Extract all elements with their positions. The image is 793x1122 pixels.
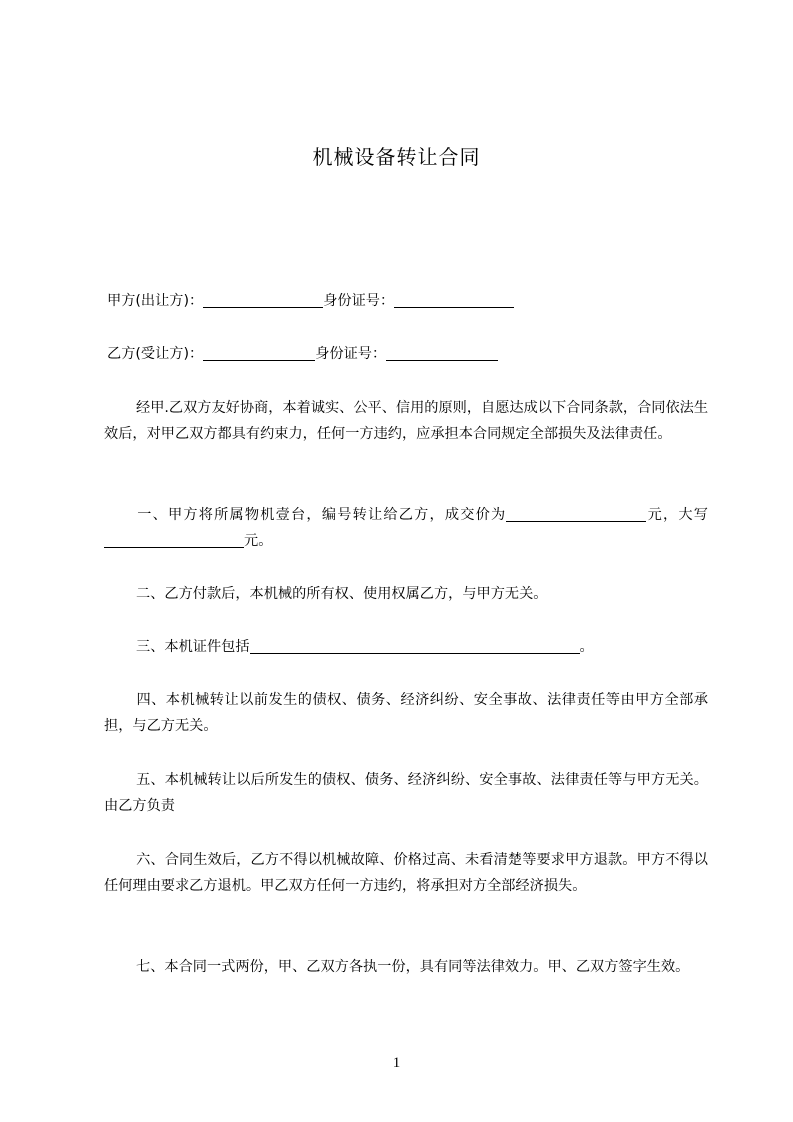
clause-5	[104, 767, 708, 819]
intro-paragraph	[104, 395, 708, 447]
document-title: 机械设备转让合同	[312, 145, 481, 169]
clause-2-text: 二、乙方付款后，本机械的所有权、使用权属乙方，与甲方无关。	[136, 586, 548, 602]
party-b-id-blank[interactable]	[386, 345, 498, 361]
party-a-line	[107, 288, 707, 314]
clause-7	[104, 954, 708, 980]
party-a-name-blank[interactable]	[203, 292, 323, 308]
clause-4	[104, 687, 708, 739]
clause-7-text: 七、本合同一式两份，甲、乙双方各执一份，具有同等法律效力。甲、乙双方签字生效。	[136, 959, 690, 975]
clause-5-text: 五、本机械转让以后所发生的债权、债务、经济纠纷、安全事故、法律责任等与甲方无关。由乙方负责	[104, 772, 708, 814]
party-b-label: 乙方(受让方)：	[107, 346, 204, 362]
party-b-id-label: 身份证号：	[315, 346, 387, 362]
party-b-line	[107, 341, 707, 367]
price-blank[interactable]	[506, 506, 646, 522]
party-b-name-blank[interactable]	[203, 345, 315, 361]
price-words-blank[interactable]	[104, 532, 244, 548]
clause-3-text: 三、本机证件包括	[136, 639, 250, 655]
intro-text: 经甲.乙双方友好协商，本着诚实、公平、信用的原则，自愿达成以下合同条款，合同依法生效后，对甲乙双方都具有约束力，任何一方违约，应承担本合同规定全部损失及法律责任。	[104, 400, 709, 442]
party-a-label: 甲方(出让方)：	[107, 293, 204, 309]
documents-blank[interactable]	[250, 638, 580, 654]
clause-6-text: 六、合同生效后，乙方不得以机械故障、价格过高、未看清楚等要求甲方退款。甲方不得以任何理由要求乙方退机。甲乙双方任何一方违约，将承担对方全部经济损失。	[104, 852, 708, 894]
page-number: 1	[392, 1055, 401, 1071]
clause-1-text: 一、甲方将所属物机壹台，编号转让给乙方，成交价为	[136, 507, 507, 523]
clause-6	[104, 847, 708, 899]
clause-2	[104, 581, 708, 607]
clause-1-end: 元。	[244, 533, 273, 549]
party-a-id-blank[interactable]	[394, 292, 514, 308]
party-a-id-label: 身份证号：	[323, 293, 395, 309]
clause-3-end: 。	[579, 639, 594, 655]
clause-1-unit: 元，大写	[646, 507, 708, 523]
clause-4-text: 四、本机械转让以前发生的债权、债务、经济纠纷、安全事故、法律责任等由甲方全部承担，与乙方无关。	[104, 692, 708, 734]
clause-1	[104, 502, 708, 554]
clause-3	[104, 634, 708, 660]
